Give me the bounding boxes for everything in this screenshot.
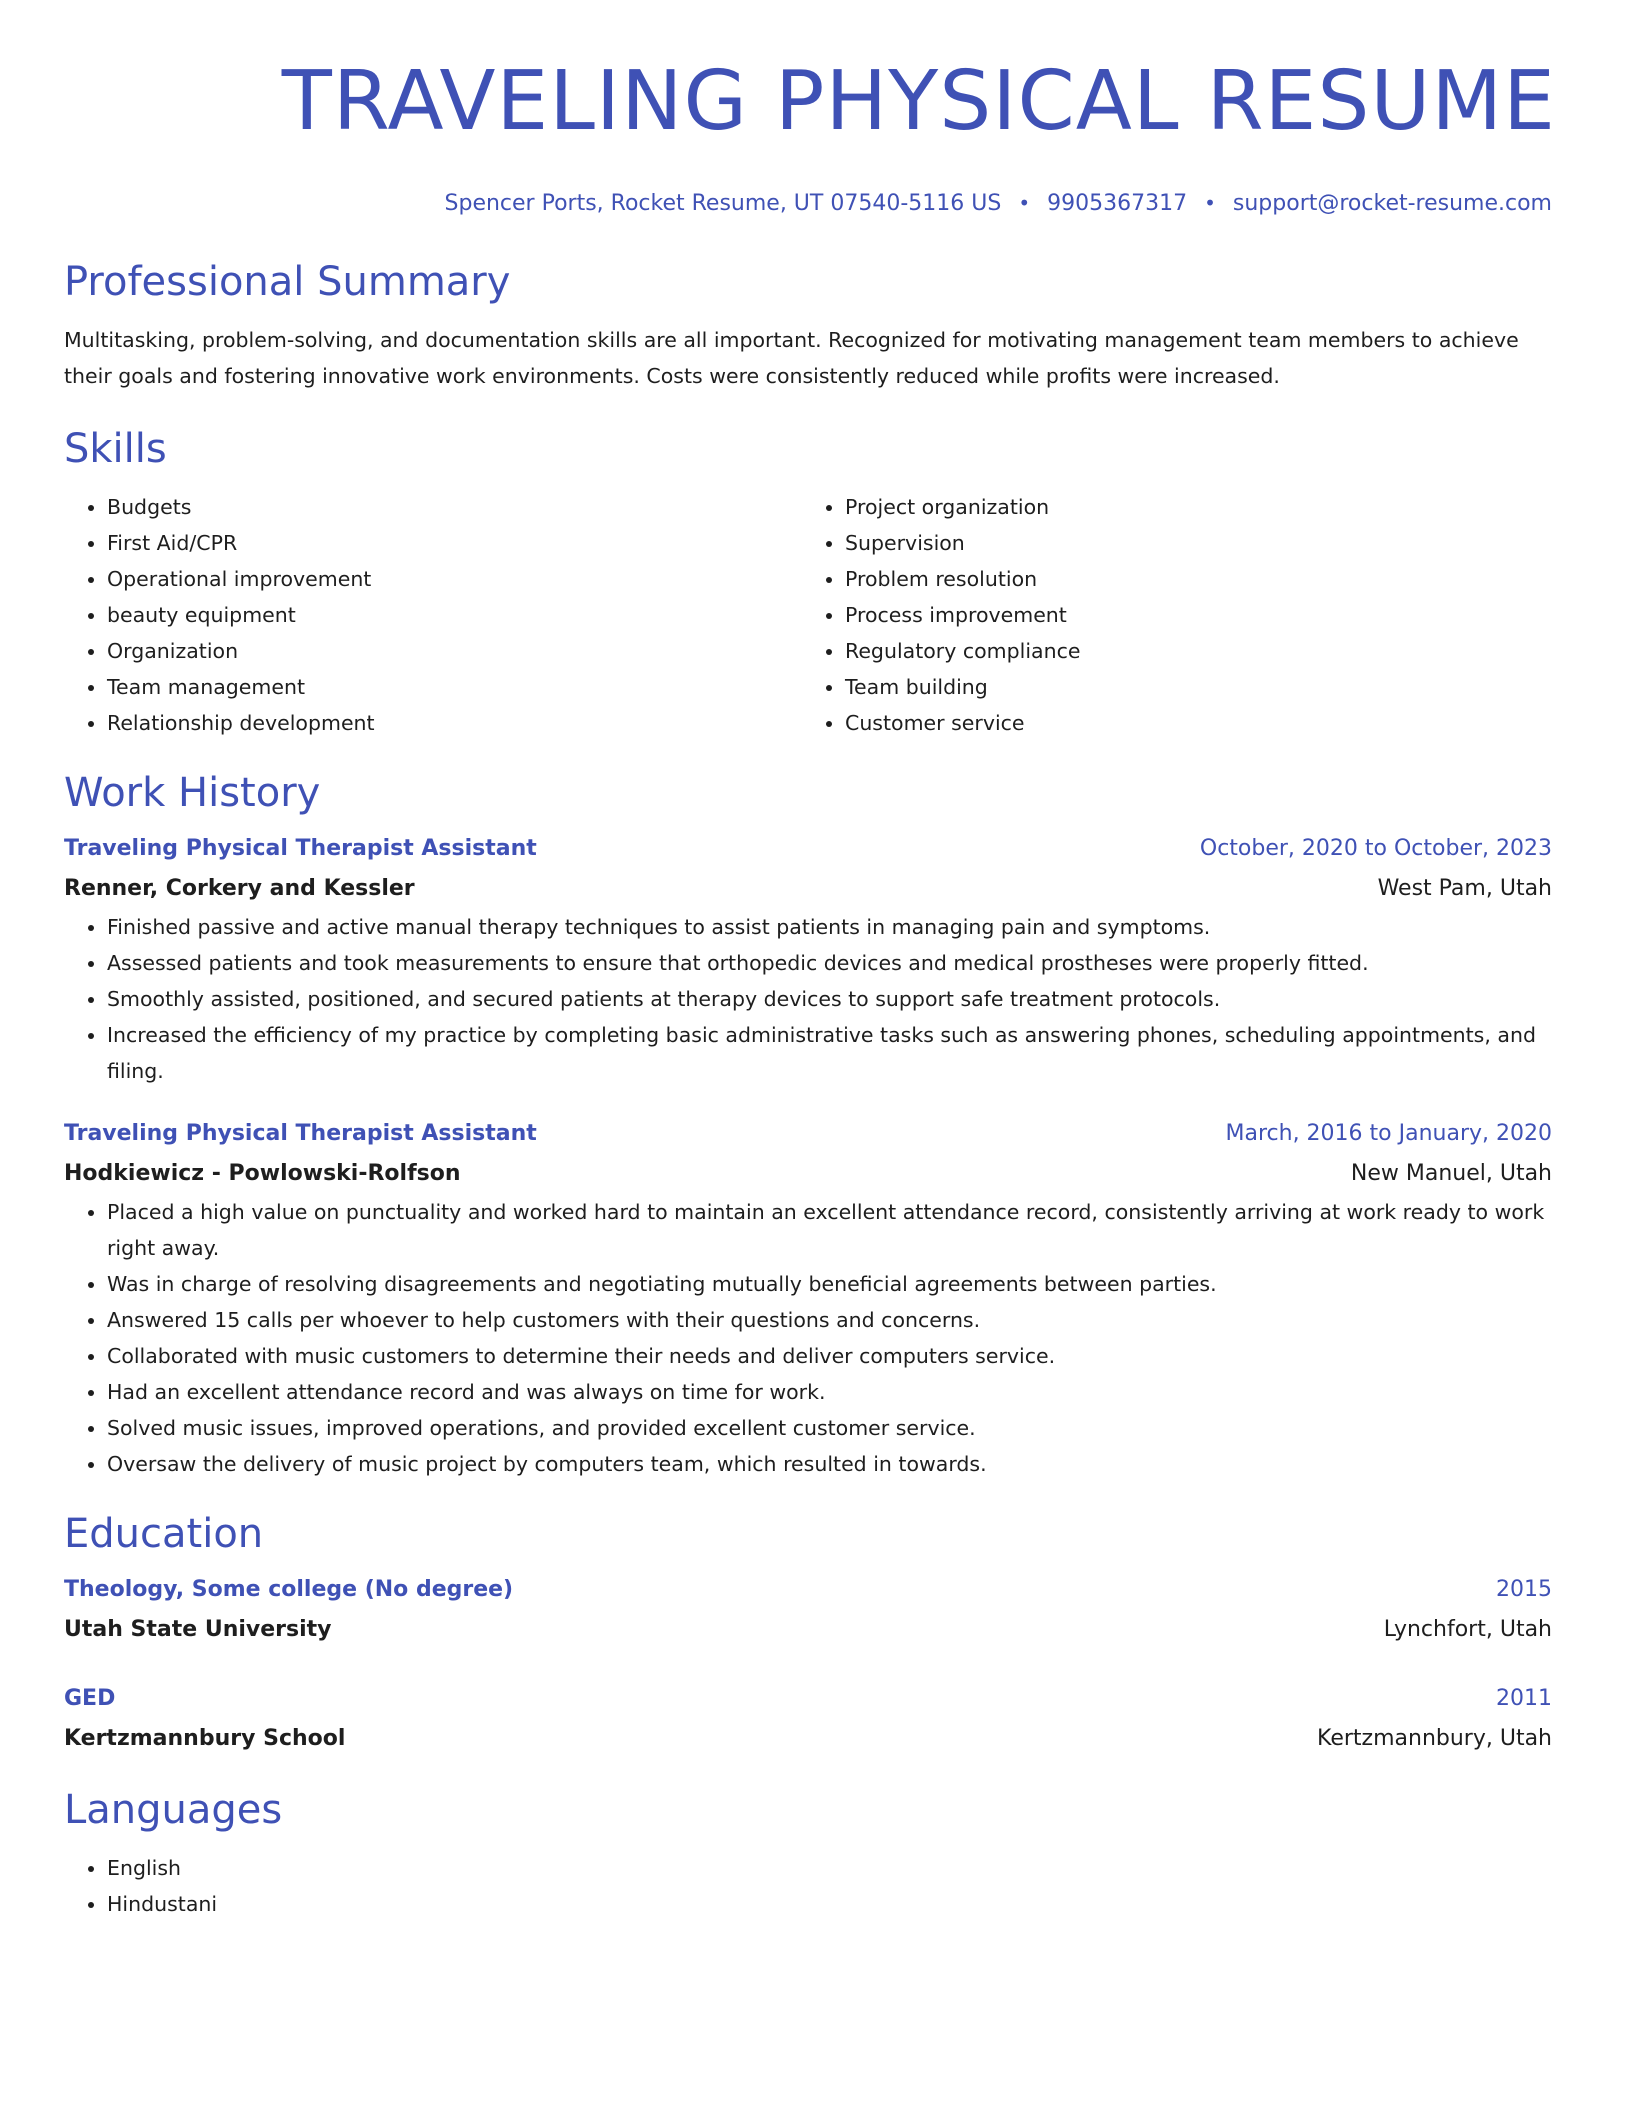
job-bullets [64,1194,1552,1482]
job-bullet: • Solved music issues, improved operations, and provided excellent customer service. [107,1410,1552,1446]
job-bullet: • Finished passive and active manual therapy techniques to assist patients in managing pain and symptoms. [107,909,1552,945]
skill-item: • Budgets [107,489,802,525]
job-bullet: • Assessed patients and took measurements to ensure that orthopedic devices and medical prostheses were properly fitted. [107,945,1552,981]
skill-item: • Regulatory compliance [845,633,1552,669]
job-bullet: • Had an excellent attendance record and was always on time for work. [107,1374,1552,1410]
job-dates: October, 2020 to October, 2023 [1199,836,1552,861]
job-dates: March, 2016 to January, 2020 [1225,1121,1552,1146]
language-item: • Hindustani [107,1886,1552,1922]
skills-list-left [64,489,802,741]
education-degree: Theology, Some college (No degree) [64,1577,514,1602]
section-title-education: Education [64,1511,264,1557]
section-title-work: Work History [64,770,321,816]
summary-section [64,256,1552,394]
job-bullet: • Placed a high value on punctuality and worked hard to maintain an excellent attendance record, consistently arriving at work ready to work right away. [107,1194,1552,1266]
languages-list [64,1850,1552,1922]
education-degree: GED [64,1686,116,1711]
skill-item: • Relationship development [107,705,802,741]
job-entry [64,829,1552,1089]
skill-item: • Customer service [845,705,1552,741]
skill-item: • Problem resolution [845,561,1552,597]
skill-item: • First Aid/CPR [107,525,802,561]
education-location: Lynchfort, Utah [1383,1617,1552,1642]
skill-item: • beauty equipment [107,597,802,633]
job-bullets [64,909,1552,1089]
job-title: Traveling Physical Therapist Assistant [64,1121,537,1146]
education-school: Utah State University [64,1617,332,1642]
skill-item: • Process improvement [845,597,1552,633]
job-bullet: • Was in charge of resolving disagreements and negotiating mutually beneficial agreements between parties. [107,1266,1552,1302]
job-bullet: • Increased the efficiency of my practice by completing basic administrative tasks such as answering phones, scheduling appointments, and filing. [107,1017,1552,1089]
skill-item: • Team management [107,669,802,705]
job-bullet: • Collaborated with music customers to determine their needs and deliver computers service. [107,1338,1552,1374]
skills-grid [64,489,1552,741]
contact-phone: 9905367317 [1047,191,1188,216]
education-entry [64,1679,1552,1759]
section-title-skills: Skills [64,426,167,472]
summary-text: Multitasking, problem-solving, and documentation skills are all important. Recognized for motivating management team members to achieve their goals and fostering innovative work environments. Costs were consistently reduced while profits were increased. [64,328,1519,388]
job-bullet: • Answered 15 calls per whoever to help customers with their questions and concerns. [107,1302,1552,1338]
education-subheader [64,1610,1552,1650]
job-employer: Renner, Corkery and Kessler [64,876,415,901]
education-school: Kertzmannbury School [64,1726,346,1751]
contact-separator: • [1018,191,1031,215]
contact-line [64,188,1552,219]
resume-name: TRAVELING PHYSICAL RESUME [281,54,1556,149]
education-location: Kertzmannbury, Utah [1317,1726,1552,1751]
job-bullet: • Oversaw the delivery of music project by computers team, which resulted in towards. [107,1446,1552,1482]
education-section [64,1508,1552,1759]
job-employer: Hodkiewicz - Powlowski-Rolfson [64,1161,461,1186]
skill-item: • Supervision [845,525,1552,561]
job-bullet: • Smoothly assisted, positioned, and secured patients at therapy devices to support safe treatment protocols. [107,981,1552,1017]
contact-address: Spencer Ports, Rocket Resume, UT 07540-5116 US [444,191,1002,216]
education-year: 2015 [1496,1577,1552,1602]
education-subheader [64,1719,1552,1759]
section-title-summary: Professional Summary [64,259,511,305]
job-subheader [64,869,1552,909]
contact-email[interactable]: support@rocket-resume.com [1232,191,1552,216]
education-header [64,1679,1552,1719]
section-title-languages: Languages [64,1787,283,1833]
skills-section [64,423,1552,741]
language-item: • English [107,1850,1552,1886]
skills-list-right [802,489,1552,741]
job-location: New Manuel, Utah [1350,1161,1552,1186]
skill-item: • Organization [107,633,802,669]
job-subheader [64,1154,1552,1194]
work-section [64,767,1552,1482]
education-year: 2011 [1496,1686,1552,1711]
education-header [64,1570,1552,1610]
languages-section [64,1784,1552,1922]
skill-item: • Project organization [845,489,1552,525]
job-location: West Pam, Utah [1377,876,1552,901]
job-title: Traveling Physical Therapist Assistant [64,836,537,861]
contact-separator: • [1204,191,1216,215]
skill-item: • Team building [845,669,1552,705]
job-header [64,1114,1552,1154]
skill-item: • Operational improvement [107,561,802,597]
job-header [64,829,1552,869]
job-entry [64,1114,1552,1482]
education-entry [64,1570,1552,1650]
